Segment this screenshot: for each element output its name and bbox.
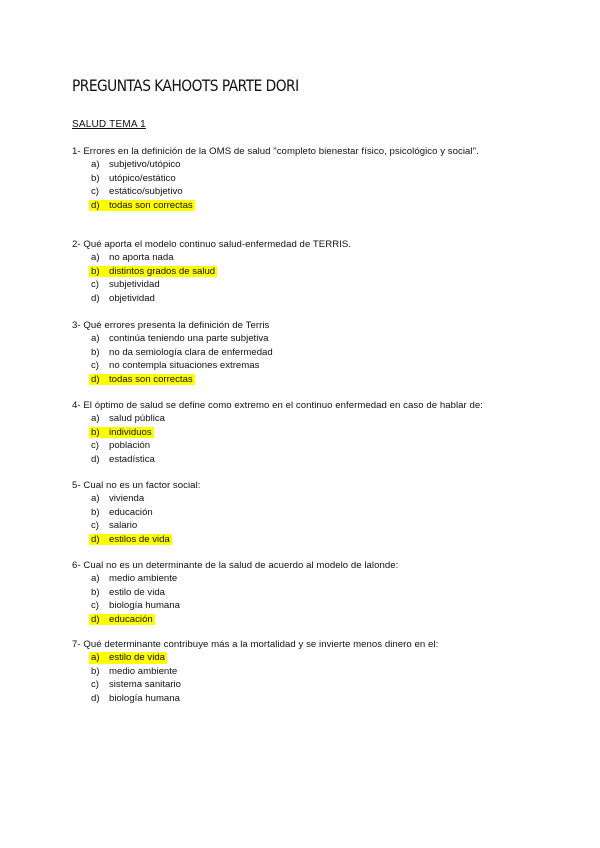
- question-text: 3- Qué errores presenta la definición de Terris: [72, 320, 270, 331]
- option-text: continúa teniendo una parte subjetiva: [109, 333, 269, 345]
- question-block: [72, 559, 532, 626]
- answer-option: [72, 412, 532, 425]
- question-block: [72, 638, 532, 705]
- answer-option-correct: [72, 533, 532, 546]
- option-text: todas son correctas: [109, 199, 193, 211]
- option-letter: b): [91, 506, 100, 518]
- option-text: biología humana: [109, 692, 180, 704]
- option-letter: d): [91, 613, 100, 625]
- answer-option: [72, 506, 532, 519]
- option-letter: d): [91, 292, 100, 304]
- option-text: subjetividad: [109, 279, 160, 291]
- answer-option-correct: [72, 426, 532, 439]
- question-text: 1- Errores en la definición de la OMS de salud "completo bienestar físico, psicológico y social".: [72, 146, 479, 157]
- answer-option: [72, 332, 532, 345]
- option-letter: c): [91, 360, 99, 372]
- option-letter: a): [91, 573, 100, 585]
- option-letter: a): [91, 493, 100, 505]
- option-text: salario: [109, 520, 138, 532]
- answer-option: [72, 439, 532, 452]
- answer-option: [72, 278, 532, 291]
- question-block: [72, 479, 532, 546]
- option-text: vivienda: [109, 493, 145, 505]
- option-letter: d): [91, 533, 100, 545]
- answer-option-correct: [72, 613, 532, 626]
- answer-option: [72, 172, 532, 185]
- answer-option: [72, 359, 532, 372]
- option-letter: c): [91, 440, 99, 452]
- option-text: distintos grados de salud: [109, 265, 216, 277]
- option-letter: a): [91, 159, 100, 171]
- answer-option: [72, 519, 532, 532]
- answer-option-correct: [72, 373, 532, 386]
- answer-option: [72, 492, 532, 505]
- question-block: [72, 399, 532, 466]
- option-letter: a): [91, 652, 100, 664]
- option-letter: d): [91, 373, 100, 385]
- option-letter: c): [91, 600, 99, 612]
- option-text: no contempla situaciones extremas: [109, 360, 260, 372]
- answer-option: [72, 692, 532, 705]
- option-text: educación: [109, 506, 153, 518]
- answer-option-correct: [72, 199, 532, 212]
- answer-option: [72, 665, 532, 678]
- option-letter: c): [91, 679, 99, 691]
- option-letter: d): [91, 692, 100, 704]
- option-text: subjetivo/utópico: [109, 159, 181, 171]
- answer-option: [72, 292, 532, 305]
- option-letter: b): [91, 346, 100, 358]
- option-letter: b): [91, 665, 100, 677]
- answer-option: [72, 678, 532, 691]
- option-letter: b): [91, 426, 100, 438]
- option-text: estilos de vida: [109, 533, 170, 545]
- option-letter: b): [91, 265, 100, 277]
- option-text: población: [109, 440, 151, 452]
- option-text: utópico/estático: [109, 172, 176, 184]
- answer-option: [72, 346, 532, 359]
- option-text: educación: [109, 613, 153, 625]
- option-text: individuos: [109, 426, 152, 438]
- section-heading: SALUD TEMA 1: [72, 119, 146, 130]
- option-letter: a): [91, 333, 100, 345]
- question-text: 5- Cual no es un factor social:: [72, 480, 201, 491]
- answer-option: [72, 185, 532, 198]
- option-letter: c): [91, 279, 99, 291]
- option-text: no da semiología clara de enfermedad: [109, 346, 273, 358]
- option-text: medio ambiente: [109, 573, 178, 585]
- option-text: estilo de vida: [109, 586, 165, 598]
- answer-option: [72, 453, 532, 466]
- option-letter: d): [91, 199, 100, 211]
- answer-option: [72, 572, 532, 585]
- option-letter: b): [91, 586, 100, 598]
- answer-option: [72, 599, 532, 612]
- answer-option: [72, 158, 532, 171]
- option-text: estático/subjetivo: [109, 186, 183, 198]
- question-text: 2- Qué aporta el modelo continuo salud-enfermedad de TERRIS.: [72, 239, 352, 250]
- option-letter: b): [91, 172, 100, 184]
- option-text: objetividad: [109, 292, 155, 304]
- option-letter: a): [91, 252, 100, 264]
- question-text: 4- El óptimo de salud se define como extremo en el continuo enfermedad en caso de hablar de:: [72, 400, 483, 411]
- option-text: estadística: [109, 453, 155, 465]
- question-block: [72, 319, 532, 386]
- question-text: 6- Cual no es un determinante de la salud de acuerdo al modelo de lalonde:: [72, 560, 399, 571]
- option-text: medio ambiente: [109, 665, 178, 677]
- answer-option-correct: [72, 265, 532, 278]
- option-letter: c): [91, 186, 99, 198]
- option-letter: a): [91, 413, 100, 425]
- option-text: biología humana: [109, 600, 180, 612]
- option-letter: d): [91, 453, 100, 465]
- question-block: [72, 238, 532, 305]
- option-letter: c): [91, 520, 99, 532]
- option-text: salud pública: [109, 413, 166, 425]
- answer-option-correct: [72, 651, 532, 664]
- question-text: 7- Qué determinante contribuye más a la mortalidad y se invierte menos dinero en el:: [72, 639, 439, 650]
- option-text: sistema sanitario: [109, 679, 181, 691]
- page-title: PREGUNTAS KAHOOTS PARTE DORI: [72, 76, 299, 95]
- question-block: [72, 145, 532, 212]
- option-text: no aporta nada: [109, 252, 174, 264]
- option-text: todas son correctas: [109, 373, 193, 385]
- option-text: estilo de vida: [109, 652, 165, 664]
- answer-option: [72, 586, 532, 599]
- answer-option: [72, 251, 532, 264]
